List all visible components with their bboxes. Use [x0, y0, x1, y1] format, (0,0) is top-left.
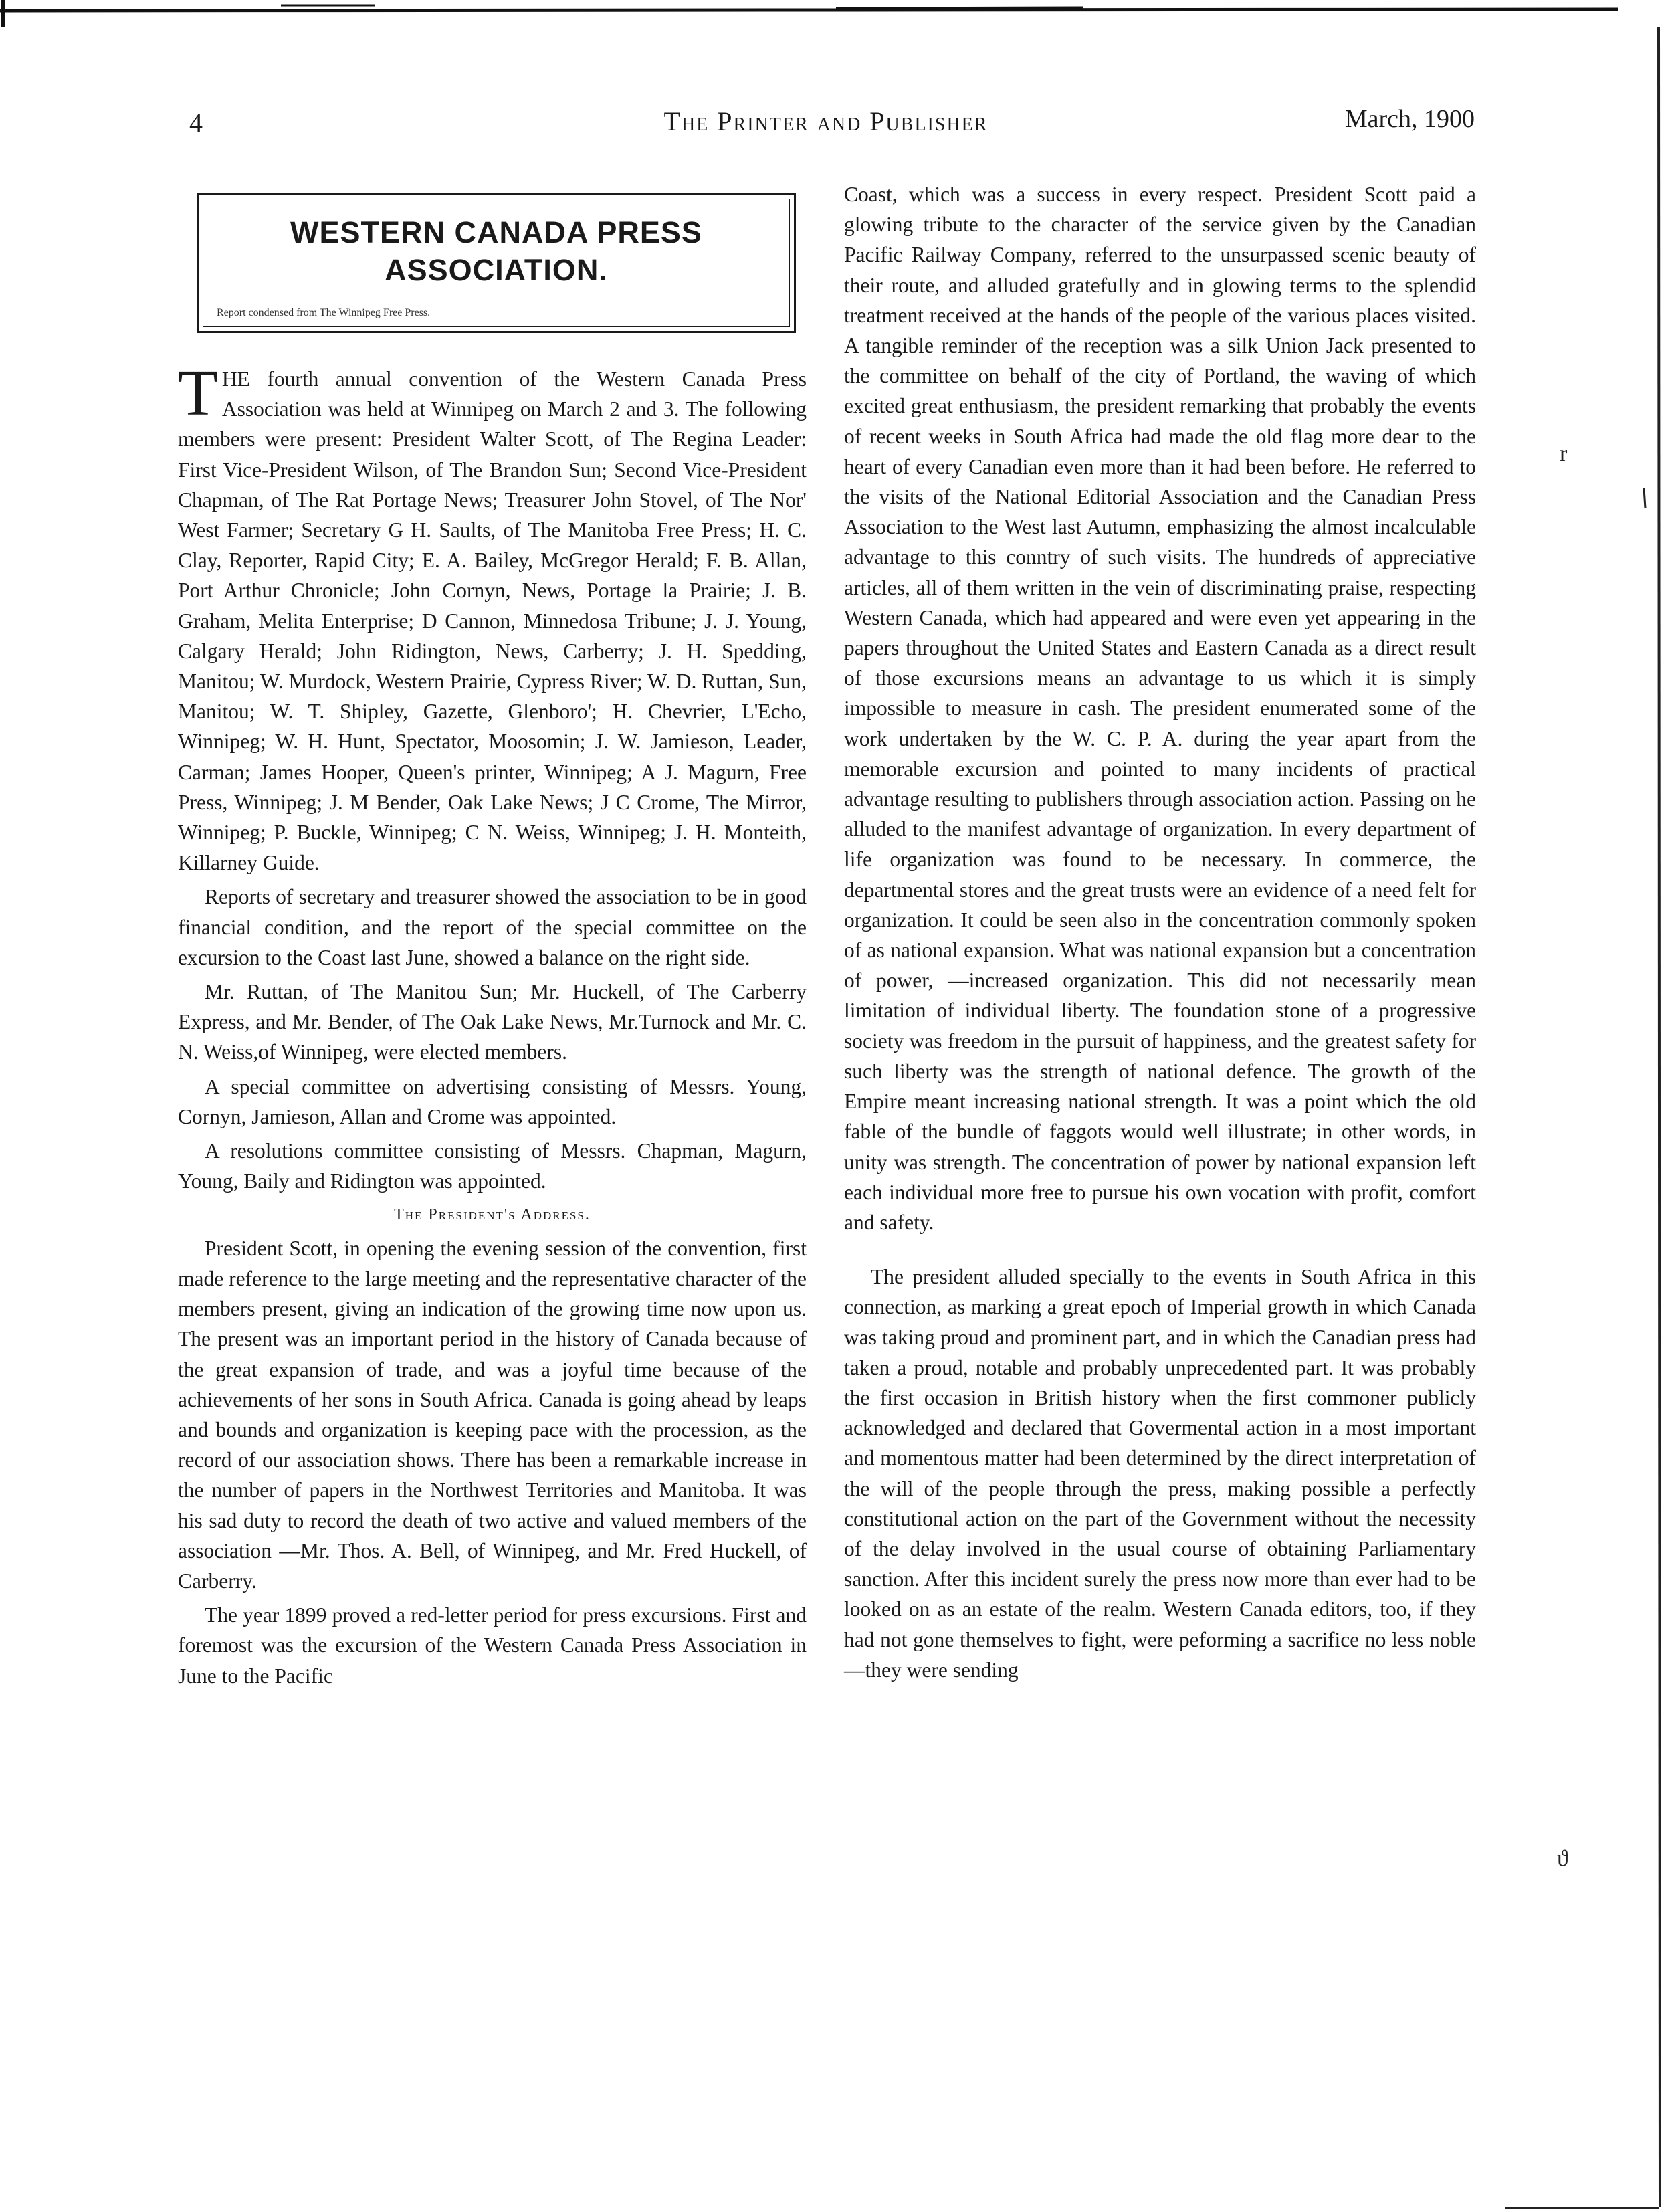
left-column [178, 181, 807, 1695]
scan-edge-left [0, 0, 27, 2212]
running-title: The Printer and Publisher [663, 106, 988, 136]
paragraph [178, 357, 807, 878]
paragraph: Coast, which was a success in every respect. President Scott paid a glowing tribute to the character of the service given by the Canadian Pacific Railway Company, referred to the unsurpassed scenic beauty of their route, and alluded gratefully and in glowing terms to the splendid treatment received at the hands of the people of the various places visited. A tangible reminder of the reception was a silk Union Jack presented to the committee on behalf of the city of Portland, the waving of which excited great enthusiasm, the president remarking that probably the events of recent weeks in South Africa had made the old flag more dear to the heart of every Canadian even more than it had been before. He referred to the visits of the National Editorial Association and the Canadian Press Association to the West last Autumn, emphasizing the almost incalculable advantage to this conntry of such visits. The hundreds of appreciative articles, all of them written in the vein of discriminating praise, respecting Western Canada, which had appeared and were even yet appearing in the papers throughout the United States and Eastern Canada as a direct result of those excursions means an advantage to us which it is simply impossible to measure in cash. The president enumerated some of the work undertaken by the W. C. P. A. during the year apart from the memorable excursion and pointed to many incidents of practical advantage resulting to publishers through association action. Passing on he alluded to the manifest advantage of organization. In every department of life organization was found to be necessary. In commerce, the departmental stores and the great trusts were an evidence of a need felt for organization. It could be seen also in the concentration commonly spoken of as national expansion. What was national expansion but a concentration of power, —increased organization. This did not necessarily mean limitation of individual liberty. The foundation stone of a progressive society was freedom in the pursuit of happiness, and the greatest safety for such liberty was the strength of national defence. The growth of the Empire meant increasing national strength. It was a point which the old fable of the bundle of faggots would well illustrate; in other words, in unity was strength. The concentration of power by national expansion left each individual more free to pursue his own vocation with profit, comfort and safety. [844, 183, 1476, 1234]
margin-mark: r [1560, 441, 1568, 466]
paragraph: President Scott, in opening the evening session of the convention, first made reference to the large meeting and the representative character of the members present, giving an indication of the growing time now upon us. The present was an important period in the history of Canada because of the great expansion of trade, and was a joyful time because of the achievements of her sons in South Africa. Canada is going ahead by leaps and bounds and organization is keeping pace with the procession, as the record of our association shows. There has been a remarkable increase in the number of papers in the Northwest Territories and Manitoba. It was his sad duty to record the death of two active and valued members of the association —Mr. Thos. A. Bell, of Winnipeg, and Mr. Fred Huckell, of Carberry. [178, 1236, 807, 1593]
section-heading: The President's Address. [394, 1206, 591, 1224]
scan-edge-top [0, 0, 1672, 27]
paragraph: Mr. Ruttan, of The Manitou Sun; Mr. Huckell, of The Carberry Express, and Mr. Bender, of The Oak Lake News, Mr.Turnock and Mr. C. N. Weiss,of Winnipeg, were elected members. [178, 980, 807, 1064]
right-column [844, 179, 1476, 1689]
paragraph: A resolutions committee consisting of Messrs. Chapman, Magurn, Young, Baily and Ridington was appointed. [178, 1139, 807, 1193]
paragraph-text: fourth annual convention of the Western Canada Press Association was held at Winnipeg on March 2 and 3. The following members were present: President Walter Scott, of The Regina Leader: First Vice-President Wilson, of The Brandon Sun; Second Vice-President Chapman, of The Rat Portage News; Treasurer John Stovel, of The Nor' West Farmer; Secretary G H. Saults, of The Manitoba Free Press; H. C. Clay, Reporter, Rapid City; E. A. Bailey, McGregor Herald; F. B. Allan, Port Arthur Chronicle; John Cornyn, News, Portage la Prairie; J. B. Graham, Melita Enterprise; D Cannon, Minnedosa Tribune; J. J. Young, Calgary Herald; John Ridington, News, Carberry; J. H. Spedding, Manitou; W. Murdock, Western Prairie, Cypress River; W. D. Ruttan, Sun, Manitou; W. T. Shipley, Gazette, Glenboro'; H. Chevrier, L'Echo, Winnipeg; W. H. Hunt, Spectator, Moosomin; J. W. Jamieson, Leader, Carman; James Hooper, Queen's printer, Winnipeg; A J. Magurn, Free Press, Winnipeg; J. M Bender, Oak Lake News; J C Crome, The Mirror, Winnipeg; P. Buckle, Winnipeg; C N. Weiss, Winnipeg; J. H. Monteith, Killarney Guide. [178, 367, 807, 875]
paragraph: A special committee on advertising consisting of Messrs. Young, Cornyn, Jamieson, Allan and Crome was appointed. [178, 1074, 807, 1128]
article-credit: Report condensed from The Winnipeg Free Press. [217, 307, 431, 318]
margin-mark: ϑ [1557, 1846, 1568, 1871]
first-word: HE [221, 367, 250, 391]
scan-edge-right [1632, 0, 1672, 2212]
article-title: WESTERN CANADA PRESS ASSOCIATION. [290, 215, 702, 287]
article-title-box [197, 193, 796, 333]
issue-date: March, 1900 [1344, 105, 1475, 133]
page-header [177, 100, 1475, 147]
paragraph: The president alluded specially to the events in South Africa in this connection, as marking a great epoch of Imperial growth in which Canada was taking proud and prominent part, and in which the Canadian press had taken a proud, notable and probably unprecedented part. It was probably the first occasion in British history when the first commoner publicly acknowledged and declared that Govermental action in a most important and momentous matter had been determined by the direct interpretation of the will of the people through the press, making possible a perfectly constitutional action on the part of the Government without the necessity of the delay involved in the usual course of obtaining Parliamentary sanction. After this incident surely the press now more than ever had to be looked on as an estate of the realm. Western Canada editors, too, if they had not gone themselves to fight, were peforming a sacrifice no less noble—they were sending [844, 1265, 1476, 1682]
drop-cap: T [178, 357, 218, 429]
scan-edge-bottom [0, 2185, 1672, 2212]
page-number: 4 [189, 108, 203, 138]
paragraph: The year 1899 proved a red-letter period for press excursions. First and foremost was the excursion of the Western Canada Press Association in June to the Pacific [178, 1603, 807, 1688]
paragraph: Reports of secretary and treasurer showed the association to be in good financial condition, and the report of the special committee on the excursion to the Coast last June, showed a balance on the right side. [178, 885, 807, 969]
